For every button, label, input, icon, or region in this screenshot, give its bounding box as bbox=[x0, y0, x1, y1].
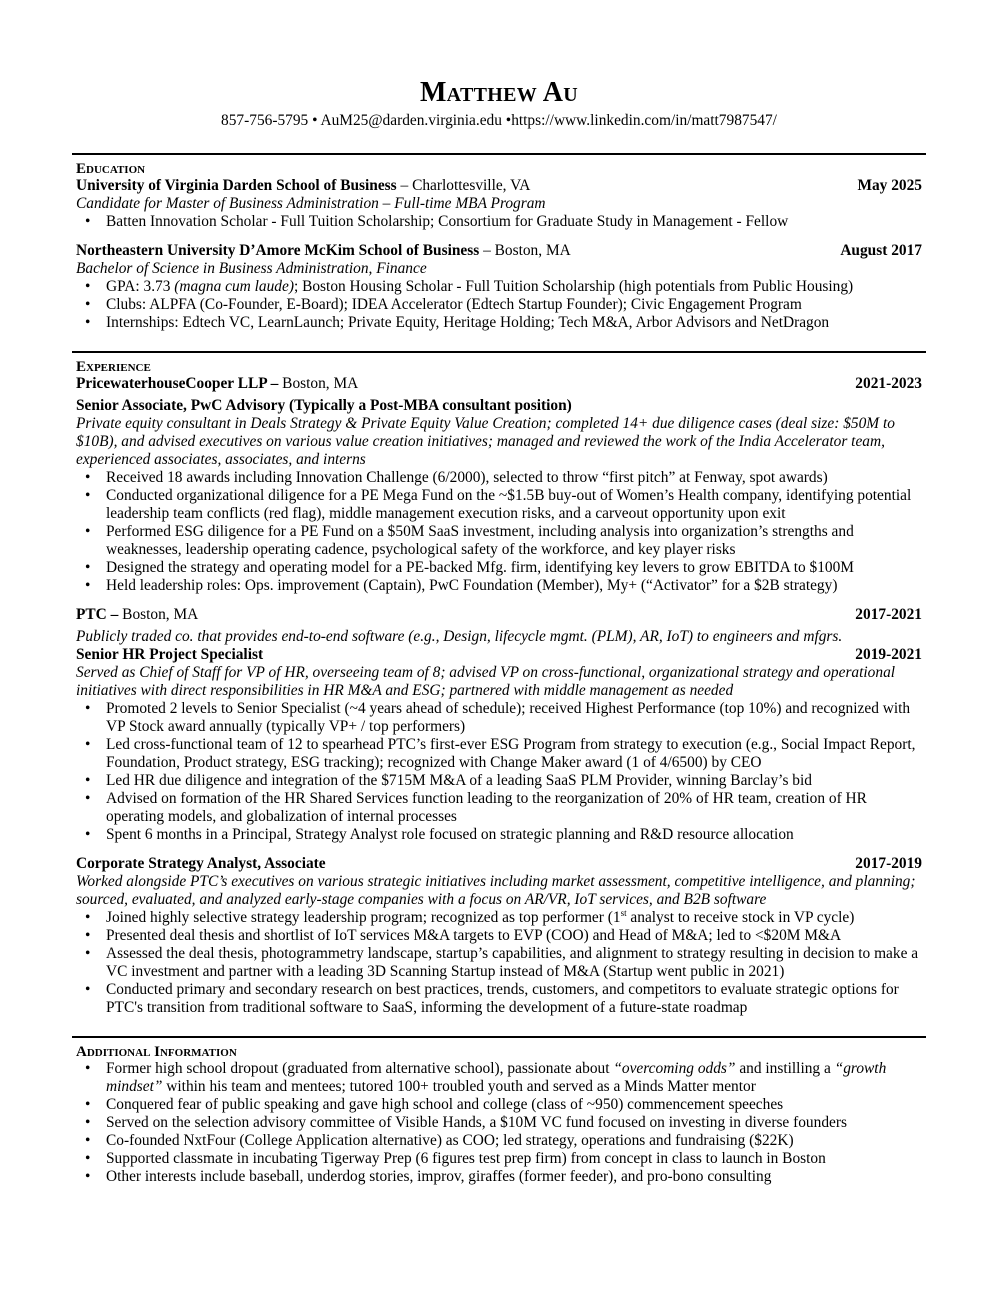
bullet-item: • Received 18 awards including Innovation Challenge (6/2000), selected to throw “first pitch” at Fenway, spot awards) bbox=[76, 469, 922, 487]
employer-location: Boston, MA bbox=[278, 375, 359, 392]
bullet-item: • Presented deal thesis and shortlist of IoT services M&A targets to EVP (COO) and Head of M&A; led to <$20M M&A bbox=[76, 927, 922, 945]
ordinal-suffix: st bbox=[620, 907, 627, 918]
school-date: August 2017 bbox=[840, 242, 922, 259]
role-header bbox=[76, 855, 922, 873]
employer-header bbox=[76, 606, 922, 624]
employer-header bbox=[76, 375, 922, 393]
school-name: Northeastern University D’Amore McKim School of Business bbox=[76, 242, 480, 259]
job-summary: Worked alongside PTC’s executives on various strategic initiatives including market assessment, competitive intelligence, and planning; sourced, evaluated, and analyzed early-stage companies with a focus on AR/VR, IoT services, and B2B software bbox=[76, 873, 916, 908]
employment-date: 2017-2021 bbox=[855, 606, 922, 623]
bullet-text: and instilling a bbox=[735, 1060, 835, 1077]
bullet-item bbox=[76, 909, 922, 927]
resume-page bbox=[76, 0, 922, 1186]
job-summary: Private equity consultant in Deals Strategy & Private Equity Value Creation; completed 14+ due diligence cases (deal size: $50M to $10B), and advised executives on various value creation initiatives; managed and reviewed the work of the India Accelerator team, experienced associates, associates, and interns bbox=[76, 415, 895, 468]
bullet-item: • Advised on formation of the HR Shared Services function leading to the reorganization of 20% of HR team, creation of HR operating models, and globalization of internal processes bbox=[76, 790, 922, 826]
bullet-item: • Co-founded NxtFour (College Application alternative) as COO; led strategy, operations and fundraising ($22K) bbox=[76, 1132, 922, 1150]
bullet-text: analyst to receive stock in VP cycle) bbox=[626, 909, 855, 926]
employer-location: Boston, MA bbox=[118, 606, 199, 623]
linkedin-link[interactable]: https://www.linkedin.com/in/matt7987547/ bbox=[511, 112, 777, 129]
emphasis-text: “growth mindset” bbox=[106, 1060, 887, 1095]
degree-line: Candidate for Master of Business Administration – Full-time MBA Program bbox=[76, 195, 546, 212]
bullet-item: • Clubs: ALPFA (Co-Founder, E-Board); IDEA Accelerator (Edtech Startup Founder); Civic Engagement Program bbox=[76, 296, 922, 314]
section-title-education: Education bbox=[76, 161, 146, 177]
bullet-item: • Performed ESG diligence for a PE Fund on a $50M SaaS investment, including analysis into organization’s strengths and weaknesses, leadership operating cadence, psychological safety of the workforce, and key player risks bbox=[76, 523, 922, 559]
section-title-additional: Additional Information bbox=[76, 1044, 237, 1060]
role-header bbox=[76, 646, 922, 664]
bullet-text: Joined highly selective strategy leadership program; recognized as top performer (1 bbox=[106, 909, 621, 926]
bullet-item: • Held leadership roles: Ops. improvement (Captain), PwC Foundation (Member), My+ (“Activator” for a $2B strategy) bbox=[76, 577, 922, 595]
bullet-list bbox=[76, 213, 922, 231]
bullet-item: • Promoted 2 levels to Senior Specialist (~4 years ahead of schedule); received Highest Performance (top 10%) and recognized with VP Stock award annually (typically VP+ / top performers) bbox=[76, 700, 922, 736]
degree-line: Bachelor of Science in Business Administration, Finance bbox=[76, 260, 427, 277]
scholarship-text: ; Boston Housing Scholar - Full Tuition Scholarship (high potentials from Public Housing) bbox=[293, 278, 854, 295]
job-summary: Served as Chief of Staff for VP of HR, overseeing team of 8; advised VP on cross-functional, organizational strategy and operational initiatives with direct responsibilities in HR M&A and ESG; partnered with middle management as needed bbox=[76, 664, 896, 699]
bullet-list bbox=[76, 1060, 922, 1186]
education-section bbox=[72, 153, 926, 332]
honor-text: (magna cum laude) bbox=[174, 278, 294, 295]
bullet-item: • Supported classmate in incubating Tigerway Prep (6 figures test prep firm) from concept in class to launch in Boston bbox=[76, 1150, 922, 1168]
employer-name: PricewaterhouseCooper LLP – bbox=[76, 375, 279, 392]
role-date: 2019-2021 bbox=[855, 646, 922, 663]
school-header bbox=[76, 177, 922, 195]
bullet-text: within his team and mentees; tutored 100+ troubled youth and served as a Minds Matter mentor bbox=[162, 1078, 756, 1095]
emphasis-text: “overcoming odds” bbox=[613, 1060, 736, 1077]
bullet-item: • Other interests include baseball, underdog stories, improv, giraffes (former feeder), and pro-bono consulting bbox=[76, 1168, 922, 1186]
bullet-item: • Served on the selection advisory committee of Visible Hands, a $10M VC fund focused on investing in diverse founders bbox=[76, 1114, 922, 1132]
bullet-item: • Internships: Edtech VC, LearnLaunch; Private Equity, Heritage Holding; Tech M&A, Arbor Advisors and NetDragon bbox=[76, 314, 922, 332]
school-location: – Boston, MA bbox=[479, 242, 571, 259]
school-location: – Charlottesville, VA bbox=[396, 177, 531, 194]
gpa-text: GPA: 3.73 bbox=[106, 278, 175, 295]
experience-section bbox=[72, 351, 926, 1017]
phone-number: 857-756-5795 bbox=[221, 112, 309, 129]
candidate-name: Matthew Au bbox=[419, 77, 579, 108]
bullet-list bbox=[76, 469, 922, 595]
school-name: University of Virginia Darden School of Business bbox=[76, 177, 397, 194]
bullet-item: • Assessed the deal thesis, photogrammetry landscape, startup’s capabilities, and alignment to strategy resulting in decision to make a VC investment and partner with a leading 3D Scanning Startup instead of M&A (Startup went public in 2021) bbox=[76, 945, 922, 981]
bullet-item: • Batten Innovation Scholar - Full Tuition Scholarship; Consortium for Graduate Study in Management - Fellow bbox=[76, 213, 922, 231]
bullet-list bbox=[76, 278, 922, 332]
bullet-item: • Led HR due diligence and integration of the $715M M&A of a leading SaaS PLM Provider, winning Barclay’s bid bbox=[76, 772, 922, 790]
bullet-item: • Conquered fear of public speaking and gave high school and college (class of ~950) commencement speeches bbox=[76, 1096, 922, 1114]
employment-date: 2021-2023 bbox=[855, 375, 922, 392]
bullet-item: • Led cross-functional team of 12 to spearhead PTC’s first-ever ESG Program from strategy to execution (e.g., Social Impact Report, Foundation, Product strategy, ESG tracking); recognized with Change Maker award (1 of 4/6500) by CEO bbox=[76, 736, 922, 772]
section-title-experience: Experience bbox=[76, 359, 151, 375]
bullet-list bbox=[76, 700, 922, 844]
bullet-text: Former high school dropout (graduated from alternative school), passionate about bbox=[106, 1060, 614, 1077]
bullet-list bbox=[76, 909, 922, 1017]
bullet-item bbox=[76, 1060, 922, 1096]
bullet-item: • Designed the strategy and operating model for a PE-backed Mfg. firm, identifying key levers to grow EBITDA to $100M bbox=[76, 559, 922, 577]
job-title: Corporate Strategy Analyst, Associate bbox=[76, 855, 326, 872]
role-date: 2017-2019 bbox=[855, 855, 922, 872]
school-header bbox=[76, 242, 922, 260]
job-title: Senior Associate, PwC Advisory (Typically a Post-MBA consultant position) bbox=[76, 397, 572, 414]
additional-section bbox=[72, 1036, 926, 1186]
bullet-item: • Conducted primary and secondary research on best practices, trends, customers, and competitors to evaluate strategic options for PTC's transition from traditional software to SaaS, informing the development of a future-state roadmap bbox=[76, 981, 922, 1017]
company-description: Publicly traded co. that provides end-to-end software (e.g., Design, lifecycle mgmt. (PLM), AR, IoT) to engineers and mfgrs. bbox=[76, 628, 843, 645]
separator: • bbox=[501, 112, 512, 129]
bullet-item bbox=[76, 278, 922, 296]
bullet-item: • Conducted organizational diligence for a PE Mega Fund on the ~$1.5B buy-out of Women’s Health company, identifying potential leadership team conflicts (red flag), middle management execution risks, and a carveout opportunity upon exit bbox=[76, 487, 922, 523]
email-link[interactable]: AuM25@darden.virginia.edu bbox=[320, 112, 502, 129]
contact-line bbox=[76, 112, 922, 130]
bullet-item: • Spent 6 months in a Principal, Strategy Analyst role focused on strategic planning and R&D resource allocation bbox=[76, 826, 922, 844]
school-date: May 2025 bbox=[857, 177, 922, 194]
employer-name: PTC – bbox=[76, 606, 119, 623]
separator: • bbox=[308, 112, 321, 129]
job-title: Senior HR Project Specialist bbox=[76, 646, 264, 663]
